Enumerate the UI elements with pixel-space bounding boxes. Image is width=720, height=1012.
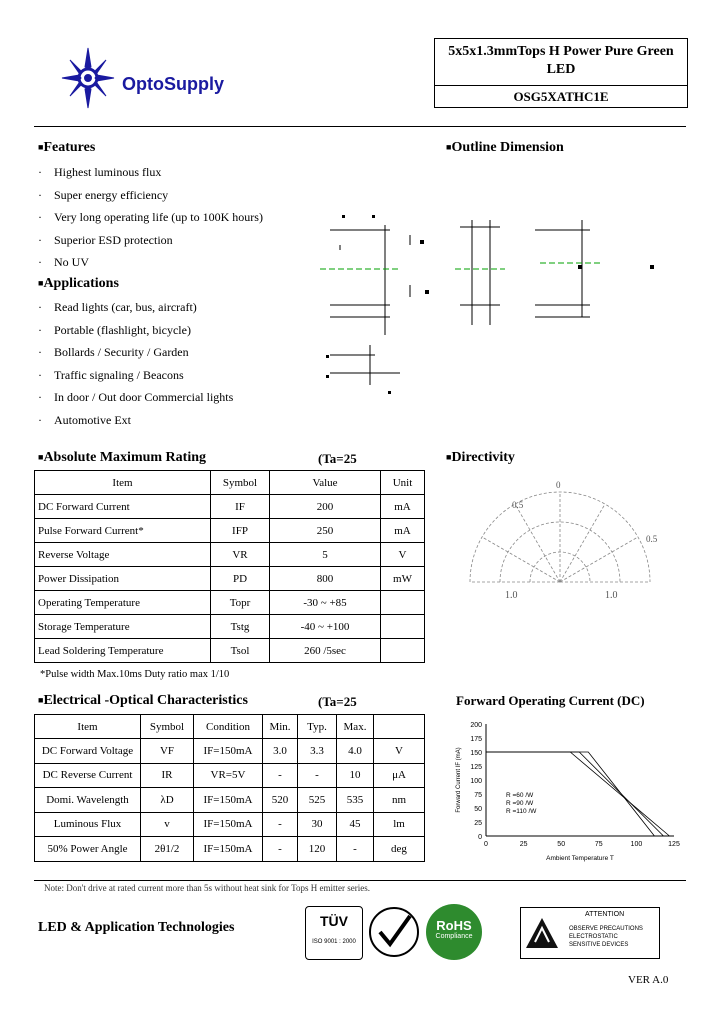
- company-name: LED & Application Technologies: [38, 920, 235, 935]
- x-axis-label: Ambient Temperature T: [546, 855, 614, 862]
- table-row: DC Forward Voltage VF IF=150mA 3.0 3.3 4.0 V: [35, 739, 425, 764]
- list-item: · Automotive Ext: [38, 412, 131, 427]
- amr-heading: ■Absolute Maximum Rating: [38, 450, 206, 465]
- outline-drawing: [310, 205, 680, 405]
- table-row: Storage Temperature Tstg -40 ~ +100: [35, 615, 425, 639]
- product-title: 5x5x1.3mmTops H Power Pure Green LED: [448, 44, 674, 77]
- x-tick-label: 0: [484, 841, 488, 848]
- esd-title: ATTENTION: [585, 911, 625, 918]
- y-tick-label: 75: [474, 792, 482, 799]
- y-tick-label: 0: [478, 834, 482, 841]
- tuv-text: TÜV: [320, 913, 348, 929]
- part-number: OSG5XATHC1E: [513, 89, 609, 104]
- applications-heading: ■Applications: [38, 276, 119, 291]
- esd-warning-icon: [525, 916, 559, 950]
- x-tick-label: 125: [668, 841, 680, 848]
- list-item: · Superior ESD protection: [38, 232, 173, 247]
- list-item: · Traffic signaling / Beacons: [38, 367, 184, 382]
- directivity-label: 1.0: [605, 590, 618, 601]
- eoc-condition: (Ta=25: [318, 694, 357, 709]
- amr-condition: (Ta=25: [318, 451, 357, 466]
- esd-line: SENSITIVE DEVICES: [569, 942, 629, 948]
- table-row: Reverse Voltage VR 5 V: [35, 543, 425, 567]
- forward-current-chart: [450, 716, 690, 861]
- directivity-diagram: [450, 480, 670, 605]
- compliance-check-icon: [368, 906, 420, 958]
- outline-heading: ■Outline Dimension: [446, 140, 564, 155]
- table-row: Domi. Wavelength λD IF=150mA 520 525 535 nm: [35, 788, 425, 813]
- table-row: Luminous Flux v IF=150mA - 30 45 lm: [35, 812, 425, 837]
- table-row: Pulse Forward Current* IFP 250 mA: [35, 519, 425, 543]
- legend-label: R =60 /W: [506, 791, 534, 799]
- y-tick-label: 150: [470, 750, 482, 757]
- applications-list: [38, 296, 233, 432]
- x-tick-label: 25: [519, 841, 528, 848]
- tuv-sub: ISO 9001 : 2000: [312, 939, 356, 945]
- esd-warning: [520, 907, 660, 959]
- directivity-label: 0.5: [512, 500, 524, 510]
- list-item: · No UV: [38, 255, 89, 270]
- list-item: · Portable (flashlight, bicycle): [38, 322, 191, 337]
- esd-line: OBSERVE PRECAUTIONS: [569, 926, 643, 932]
- optosupply-logo-icon: [60, 48, 116, 112]
- amr-footnote: *Pulse width Max.10ms Duty ratio max 1/10: [40, 669, 230, 680]
- rohs-badge: [426, 904, 482, 960]
- x-tick-label: 75: [594, 841, 603, 848]
- list-item: · Super energy efficiency: [38, 187, 169, 202]
- table-row: 50% Power Angle 2θ1/2 IF=150mA - 120 - deg: [35, 837, 425, 862]
- legend-label: R =110 /W: [506, 807, 537, 815]
- chart-title: Forward Operating Current (DC): [456, 693, 645, 708]
- table-row: Power Dissipation PD 800 mW: [35, 567, 425, 591]
- y-axis-label: Forward Current IF (mA): [456, 747, 462, 813]
- esd-line: ELECTROSTATIC: [569, 934, 618, 940]
- title-box: [434, 38, 688, 108]
- x-tick-label: 100: [630, 841, 643, 848]
- legend-label: R =90 /W: [506, 799, 534, 807]
- features-list: [38, 161, 263, 274]
- y-tick-label: 25: [474, 820, 482, 827]
- version: VER A.0: [628, 974, 669, 986]
- y-tick-label: 200: [470, 722, 482, 729]
- amr-table: [34, 470, 425, 663]
- footer-note: Note: Don't drive at rated current more than 5s without heat sink for Tops H emitter series.: [44, 883, 370, 893]
- list-item: · Read lights (car, bus, aircraft): [38, 300, 197, 314]
- table-row: DC Forward Current IF 200 mA: [35, 495, 425, 519]
- rohs-sub: Compliance: [435, 933, 473, 940]
- x-tick-label: 50: [557, 841, 566, 848]
- y-tick-label: 175: [470, 736, 482, 743]
- brand-name: OptoSupply: [122, 74, 224, 94]
- table-row: Lead Soldering Temperature Tsol 260 /5sec: [35, 639, 425, 663]
- y-tick-label: 50: [474, 806, 482, 813]
- y-tick-label: 100: [470, 778, 482, 785]
- directivity-label: 0.5: [646, 534, 658, 544]
- list-item: · Bollards / Security / Garden: [38, 345, 189, 360]
- eoc-heading: ■Electrical -Optical Characteristics: [38, 693, 248, 708]
- table-header-row: Item Symbol Value Unit: [35, 471, 425, 495]
- directivity-heading: ■Directivity: [446, 450, 515, 465]
- tuv-badge: [305, 906, 363, 960]
- eoc-table: [34, 714, 425, 862]
- logo: [60, 48, 280, 118]
- list-item: · Highest luminous flux: [38, 165, 162, 179]
- list-item: · In door / Out door Commercial lights: [38, 390, 234, 405]
- table-header-row: Item Symbol Condition Min. Typ. Max.: [35, 715, 425, 739]
- table-row: DC Reverse Current IR VR=5V - - 10 μA: [35, 763, 425, 788]
- directivity-label: 0: [556, 480, 561, 490]
- rohs-text: RoHS: [436, 918, 472, 933]
- table-row: Operating Temperature Topr -30 ~ +85: [35, 591, 425, 615]
- features-heading: ■Features: [38, 140, 96, 155]
- y-tick-label: 125: [470, 764, 482, 771]
- directivity-label: 1.0: [505, 590, 518, 601]
- list-item: · Very long operating life (up to 100K hours): [38, 210, 263, 225]
